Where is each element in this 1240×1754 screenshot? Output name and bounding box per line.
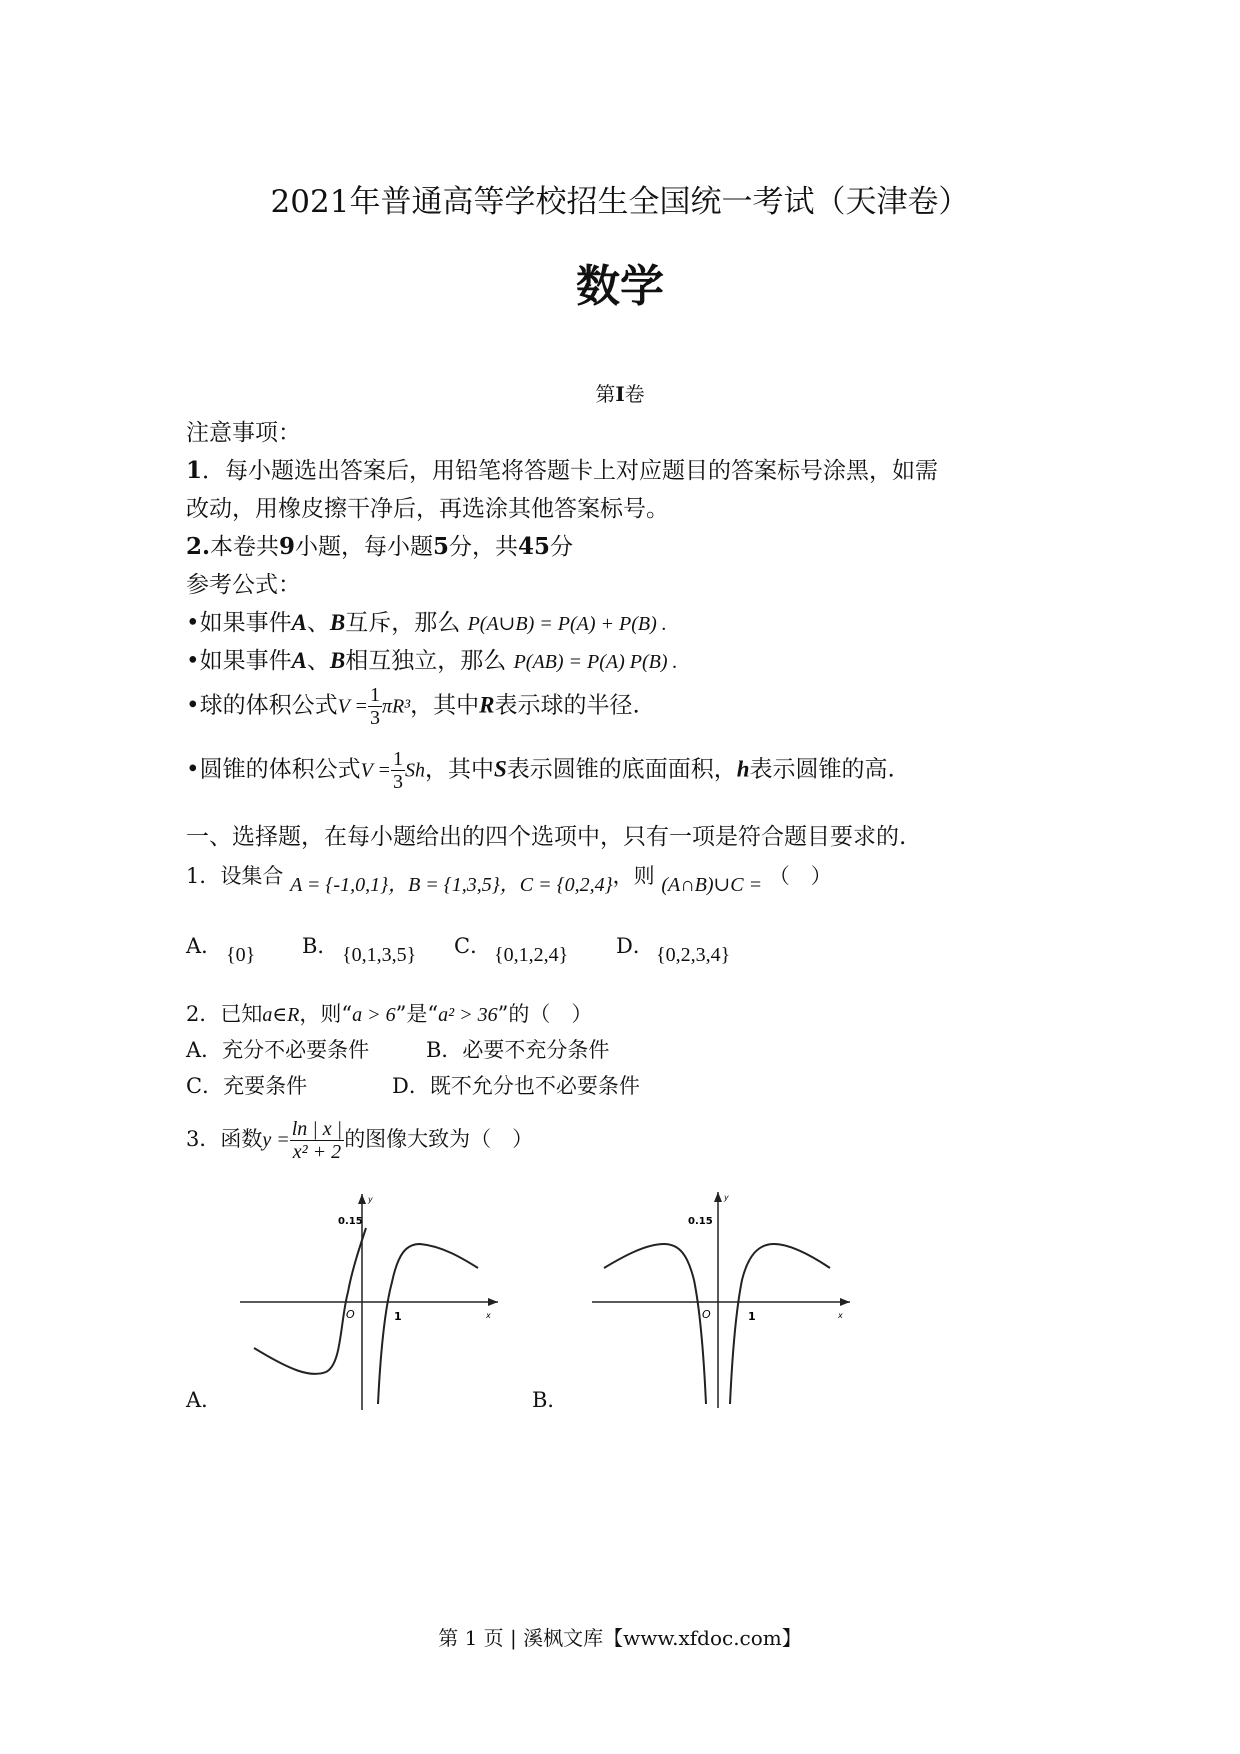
q2-p: a > 6 <box>352 1004 396 1026</box>
graph-a-origin: O <box>346 1308 355 1321</box>
formula-4-mid2: 表示圆锥的底面面积， <box>506 756 737 783</box>
notes-item-1-num: 1 <box>186 457 203 484</box>
q3-graph-b <box>584 1190 854 1410</box>
q3-lhs: y = <box>262 1129 290 1151</box>
notes-item-2-d: 5 <box>433 533 450 560</box>
q2-option-d[interactable]: D．既不允分也不必要条件 <box>392 1074 640 1098</box>
graph-b-x-label: x <box>838 1311 843 1320</box>
subject-title: 数学 <box>576 261 664 312</box>
volume-label-num: I <box>615 382 625 406</box>
formula-2-prefix: •如果事件 <box>186 648 292 674</box>
q1-option-b[interactable]: {0,1,3,5} <box>342 944 417 966</box>
graph-b-origin: O <box>702 1308 711 1321</box>
formula-3-mid: ，其中 <box>410 692 480 719</box>
formula-3-num: 1 <box>369 684 380 706</box>
formula-1-event-a: A <box>291 610 307 635</box>
volume-label-post: 卷 <box>624 382 645 406</box>
formula-2-sep: 、 <box>306 648 330 674</box>
section-1-heading: 一、选择题，在每小题给出的四个选项中，只有一项是符合题目要求的. <box>186 824 907 850</box>
q2-stem-d: ”的（ ） <box>497 1002 593 1026</box>
notes-item-1-text: ．每小题选出答案后，用铅笔将答题卡上对应题目的答案标号涂黑，如需 <box>202 458 939 484</box>
q1-sets: A = {-1,0,1}，B = {1,3,5}，C = {0,2,4} <box>290 874 613 896</box>
formula-3-lhs: V = <box>337 695 368 718</box>
q3-graph-a <box>230 1192 500 1412</box>
q1-option-b-label[interactable]: B． <box>302 934 339 958</box>
notes-item-2-num: 2. <box>186 533 211 560</box>
graph-b-x-arrow <box>840 1298 850 1306</box>
formula-1-prefix: •如果事件 <box>186 610 292 636</box>
exam-title: 2021年普通高等学校招生全国统一考试（天津卷） <box>270 184 970 220</box>
q3-stem-text: 3．函数 <box>186 1127 263 1151</box>
formula-2-event-a: A <box>291 648 307 673</box>
formula-1-sep: 、 <box>306 610 330 636</box>
q2-option-a[interactable]: A．充分不必要条件 <box>186 1038 370 1062</box>
formulas-heading: 参考公式： <box>186 572 301 598</box>
volume-label <box>0 378 1240 407</box>
formula-3-suffix: 表示球的半径. <box>494 692 640 719</box>
notes-item-2-c: 小题，每小题 <box>295 534 434 560</box>
notes-item-2-g: 分 <box>550 534 574 560</box>
q2-stem-b: ，则“ <box>299 1002 353 1026</box>
graph-a-y-arrow <box>358 1194 366 1204</box>
q3-den: x² + 2 <box>292 1141 342 1163</box>
q1-option-d[interactable]: {0,2,3,4} <box>656 944 731 966</box>
q1-then: ，则 <box>612 864 655 888</box>
q1-stem <box>186 860 832 896</box>
formula-4-h: h <box>736 756 750 782</box>
formula-4-prefix: •圆锥的体积公式 <box>186 756 361 783</box>
notes-heading: 注意事项： <box>186 420 301 446</box>
notes-item-2-e: 分，共 <box>449 534 519 560</box>
q3-option-a-label[interactable]: A． <box>186 1388 223 1412</box>
q2-q: a² > 36 <box>438 1004 498 1026</box>
graph-b-y-label: y <box>724 1193 729 1202</box>
formula-3-fraction <box>368 684 382 729</box>
graph-b-y-arrow <box>714 1192 722 1202</box>
formula-2-mid: 相互独立，那么 <box>345 648 507 674</box>
formula-4-lhs: V = <box>360 759 391 782</box>
q2-stem-c: ”是“ <box>395 1002 439 1026</box>
formula-4-suffix: 表示圆锥的高. <box>749 756 895 783</box>
notes-item-1-line-2: 改动，用橡皮擦干净后，再选涂其他答案标号。 <box>186 496 669 522</box>
q1-paren: （ ） <box>768 864 832 888</box>
formula-sphere-volume <box>186 684 640 729</box>
page-footer: 第 1 页 | 溪枫文库【www.xfdoc.com】 <box>438 1626 802 1650</box>
q1-option-c-label[interactable]: C． <box>454 934 492 958</box>
q1-option-a[interactable]: {0} <box>226 944 256 966</box>
q2-option-c[interactable]: C．充要条件 <box>186 1074 308 1098</box>
graph-b-curve-right <box>730 1244 830 1404</box>
notes-item-2-a: 本卷共 <box>210 534 280 560</box>
q3-fraction <box>290 1118 344 1163</box>
formula-4-fraction <box>391 748 405 793</box>
formula-4-num: 1 <box>392 748 403 770</box>
graph-a-y-label: y <box>368 1195 373 1204</box>
graph-b-x-tick: 1 <box>748 1310 756 1323</box>
graph-a-x-tick: 1 <box>394 1310 402 1323</box>
q1-stem-text: 1．设集合 <box>186 864 284 888</box>
formula-2-math: P(AB) = P(A) P(B) . <box>513 651 678 673</box>
notes-item-2-b: 9 <box>279 533 296 560</box>
q2-cond: a∈R <box>262 1004 300 1026</box>
formula-exclusive <box>186 604 667 637</box>
formula-3-r: R <box>479 692 495 718</box>
q3-stem <box>186 1118 533 1163</box>
notes-item-2-f: 45 <box>518 533 551 560</box>
graph-a-x-arrow <box>488 1298 498 1306</box>
q2-option-b[interactable]: B．必要不充分条件 <box>426 1038 610 1062</box>
formula-1-mid: 互斥，那么 <box>345 610 461 636</box>
formula-independent <box>186 642 678 675</box>
q3-num: ln | x | <box>291 1118 343 1140</box>
q3-option-b-label[interactable]: B． <box>532 1388 569 1412</box>
graph-a-y-tick: 0.15 <box>338 1216 363 1227</box>
graph-b-y-tick: 0.15 <box>688 1216 713 1227</box>
graph-b-curve-left <box>604 1244 706 1404</box>
formula-4-s: S <box>493 756 507 782</box>
formula-1-event-b: B <box>329 610 346 635</box>
q3-suffix: 的图像大致为（ ） <box>344 1127 534 1151</box>
q1-option-c[interactable]: {0,1,2,4} <box>494 944 569 966</box>
q1-option-d-label[interactable]: D． <box>616 934 654 958</box>
formula-4-den: 3 <box>392 771 403 793</box>
notes-item-2 <box>186 528 573 561</box>
formula-3-den: 3 <box>369 707 380 729</box>
formula-1-math: P(A∪B) = P(A) + P(B) . <box>467 613 667 635</box>
volume-label-pre: 第 <box>595 382 616 406</box>
graph-a-x-label: x <box>486 1311 491 1320</box>
formula-cone-volume <box>186 748 895 793</box>
formula-4-rhs: Sh <box>404 759 425 782</box>
graph-a-curve-left <box>254 1228 366 1374</box>
q1-option-a-label[interactable]: A． <box>186 934 223 958</box>
formula-3-rhs: πR³ <box>381 695 411 718</box>
formula-2-event-b: B <box>329 648 346 673</box>
notes-item-1-line-1 <box>186 452 938 485</box>
formula-3-prefix: •球的体积公式 <box>186 692 338 719</box>
formula-4-mid: ，其中 <box>424 756 494 783</box>
q2-stem <box>186 998 592 1028</box>
q1-expr: (A∩B)∪C = <box>661 874 763 896</box>
graph-a-curve-right <box>378 1244 478 1404</box>
q2-stem-a: 2．已知 <box>186 1002 263 1026</box>
